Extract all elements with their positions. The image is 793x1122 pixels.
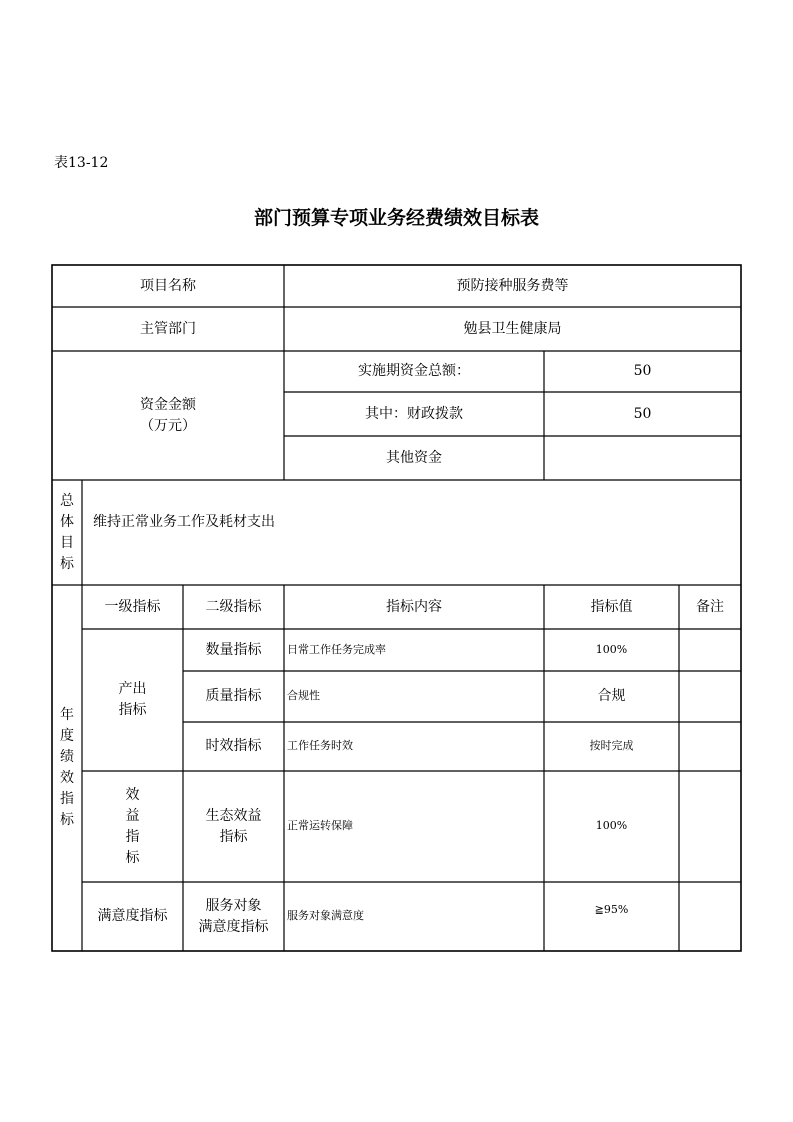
funds-label xyxy=(52,351,284,480)
section-char: 度 xyxy=(60,728,74,744)
goal-char: 标 xyxy=(60,555,74,572)
benefit-content: 正常运转保障 xyxy=(287,819,353,833)
table-row-content: 日常工作任务完成率 xyxy=(287,642,386,656)
satisfaction-remark xyxy=(679,882,741,951)
satisfaction-level2 xyxy=(183,882,284,951)
total-funds-label: 实施期资金总额： xyxy=(358,363,470,380)
benefit-char: 益 xyxy=(125,807,140,824)
project-name-value: 预防接种服务费等 xyxy=(456,277,569,294)
project-name-label: 项目名称 xyxy=(140,277,196,294)
benefit-char: 效 xyxy=(125,786,140,803)
benefit-level2-line2: 指标 xyxy=(219,828,248,845)
department-label: 主管部门 xyxy=(140,320,196,337)
page-title: 部门预算专项业务经费绩效目标表 xyxy=(253,207,539,229)
funds-label-line1: 资金金额 xyxy=(140,396,196,413)
section-char: 指 xyxy=(60,791,74,807)
goal-char: 体 xyxy=(60,513,74,530)
table-row-remark xyxy=(679,629,741,671)
fiscal-funds-value: 50 xyxy=(633,405,652,422)
annual-indicators-label xyxy=(52,585,82,951)
benefit-char: 指 xyxy=(125,828,140,845)
satisfaction-value: ≧95% xyxy=(594,902,629,916)
output-label-line1: 产出 xyxy=(118,681,147,697)
benefit-char: 标 xyxy=(125,849,140,866)
table-number: 表13-12 xyxy=(54,155,109,171)
table-row-content: 合规性 xyxy=(287,689,320,703)
header-level1: 一级指标 xyxy=(104,598,161,615)
satisfaction-level2-line1: 服务对象 xyxy=(205,897,262,914)
goal-char: 目 xyxy=(60,534,74,551)
section-char: 效 xyxy=(60,770,74,786)
section-char: 绩 xyxy=(60,749,74,765)
benefit-level2 xyxy=(183,771,284,882)
satisfaction-level2-line2: 满意度指标 xyxy=(198,918,269,935)
overall-goal-text: 维持正常业务工作及耗材支出 xyxy=(93,513,275,530)
benefit-remark xyxy=(679,771,741,882)
fiscal-funds-label: 其中：财政拨款 xyxy=(365,405,463,422)
header-content: 指标内容 xyxy=(386,598,442,615)
table-row-level2: 质量指标 xyxy=(205,688,262,705)
funds-label-line2: （万元） xyxy=(140,417,196,434)
output-indicator-label xyxy=(82,629,183,771)
total-funds-value: 50 xyxy=(633,363,652,380)
goal-char: 总 xyxy=(60,492,74,509)
table-row-value: 合规 xyxy=(597,688,626,705)
table-row-level2: 时效指标 xyxy=(205,738,262,755)
other-funds-value xyxy=(544,436,741,480)
section-char: 年 xyxy=(60,707,74,723)
benefit-indicator-label xyxy=(82,771,183,882)
table-row-level2: 数量指标 xyxy=(205,641,262,658)
benefit-value: 100% xyxy=(595,819,628,833)
benefit-level2-line1: 生态效益 xyxy=(205,807,262,824)
table-row-remark xyxy=(679,722,741,771)
header-remark: 备注 xyxy=(696,598,724,615)
table-row-value: 100% xyxy=(595,642,628,656)
overall-goal-label xyxy=(52,480,82,585)
table-row-value: 按时完成 xyxy=(589,739,634,753)
table-row-remark xyxy=(679,671,741,722)
satisfaction-content: 服务对象满意度 xyxy=(287,909,364,923)
department-value: 勉县卫生健康局 xyxy=(463,320,562,337)
header-value: 指标值 xyxy=(590,598,633,615)
section-char: 标 xyxy=(60,812,74,828)
header-level2: 二级指标 xyxy=(205,598,262,615)
output-label-line2: 指标 xyxy=(118,702,147,718)
other-funds-label: 其他资金 xyxy=(386,449,442,466)
satisfaction-indicator-label: 满意度指标 xyxy=(97,908,168,925)
table-row-content: 工作任务时效 xyxy=(287,739,353,753)
